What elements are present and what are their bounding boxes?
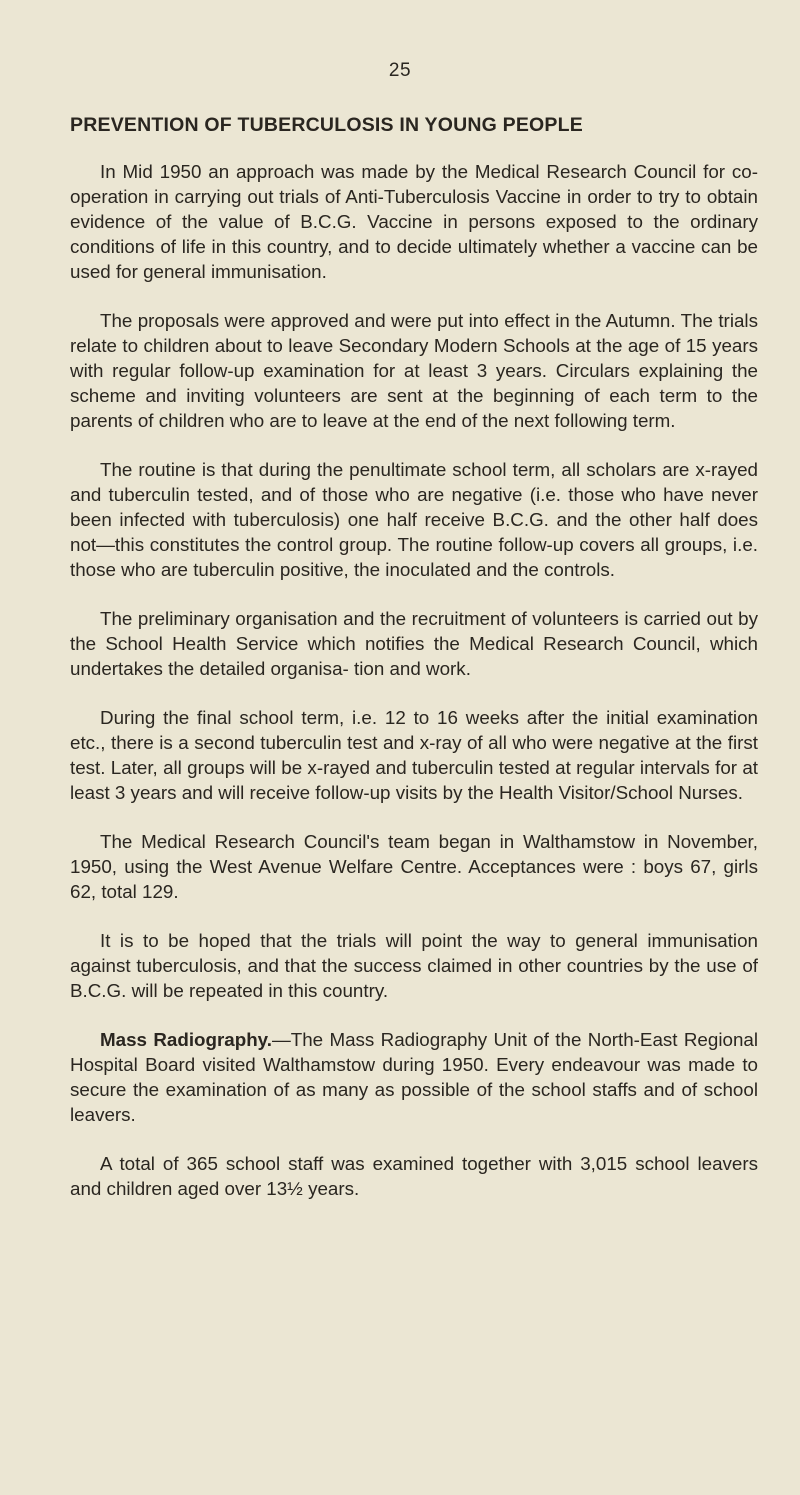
page-title: PREVENTION OF TUBERCULOSIS IN YOUNG PEOPLE: [70, 114, 583, 136]
body-text: [70, 159, 758, 1225]
paragraph-mrc-approach: In Mid 1950 an approach was made by the Medical Research Council for co-operation in carrying out trials of Anti-Tuberculosis Vaccine in order to try to obtain evidence of the value of B.C.G. Vaccine in persons exposed to the ordinary conditions of life in this country, and to decide ultimately whether a vaccine can be used for general immunisation.: [70, 161, 758, 282]
paragraph-mass-radiography: [70, 1027, 758, 1127]
paragraph-organisation: The preliminary organisation and the recruitment of volunteers is carried out by the School Health Service which notifies the Medical Research Council, which undertakes the detailed organisa- tion and work.: [70, 608, 758, 679]
page-number: 25: [388, 60, 412, 81]
paragraph-routine: The routine is that during the penultimate school term, all scholars are x-rayed and tuberculin tested, and of those who are negative (i.e. those who have never been infected with tuberculosis) one half receive B.C.G. and the other half does not—this constitutes the control group. The routine follow-up covers all groups, i.e. those who are tuberculin positive, the inoculated and the controls.: [70, 459, 758, 580]
paragraph-total-examined: A total of 365 school staff was examined together with 3,015 school leavers and children aged over 13½ years.: [70, 1153, 758, 1199]
paragraph-final-term: During the final school term, i.e. 12 to 16 weeks after the initial examination etc., there is a second tuberculin test and x-ray of all who were negative at the first test. Later, all groups will be x-rayed and tuberculin tested at regular intervals for at least 3 years and will receive follow-up visits by the Health Visitor/School Nurses.: [70, 707, 758, 803]
paragraph-hope: It is to be hoped that the trials will point the way to general immunisation against tuberculosis, and that the success claimed in other countries by the use of B.C.G. will be repeated in this country.: [70, 930, 758, 1001]
mass-radiography-heading: Mass Radiography.: [100, 1029, 272, 1050]
paragraph-team-began: The Medical Research Council's team began in Walthamstow in November, 1950, using the West Avenue Welfare Centre. Acceptances were : boys 67, girls 62, total 129.: [70, 831, 758, 902]
paragraph-proposals: The proposals were approved and were put into effect in the Autumn. The trials relate to children about to leave Secondary Modern Schools at the age of 15 years with regular follow-up examination for at least 3 years. Circulars explaining the scheme and inviting volunteers are sent at the beginning of each term to the parents of children who are to leave at the end of the next following term.: [70, 310, 758, 431]
mass-radiography-text: —The Mass Radiography Unit of the North-East Regional Hospital Board visited Walthamstow during 1950. Every endeavour was made to secure the examination of as many as possible of the school staffs and of school leavers.: [70, 1029, 759, 1125]
